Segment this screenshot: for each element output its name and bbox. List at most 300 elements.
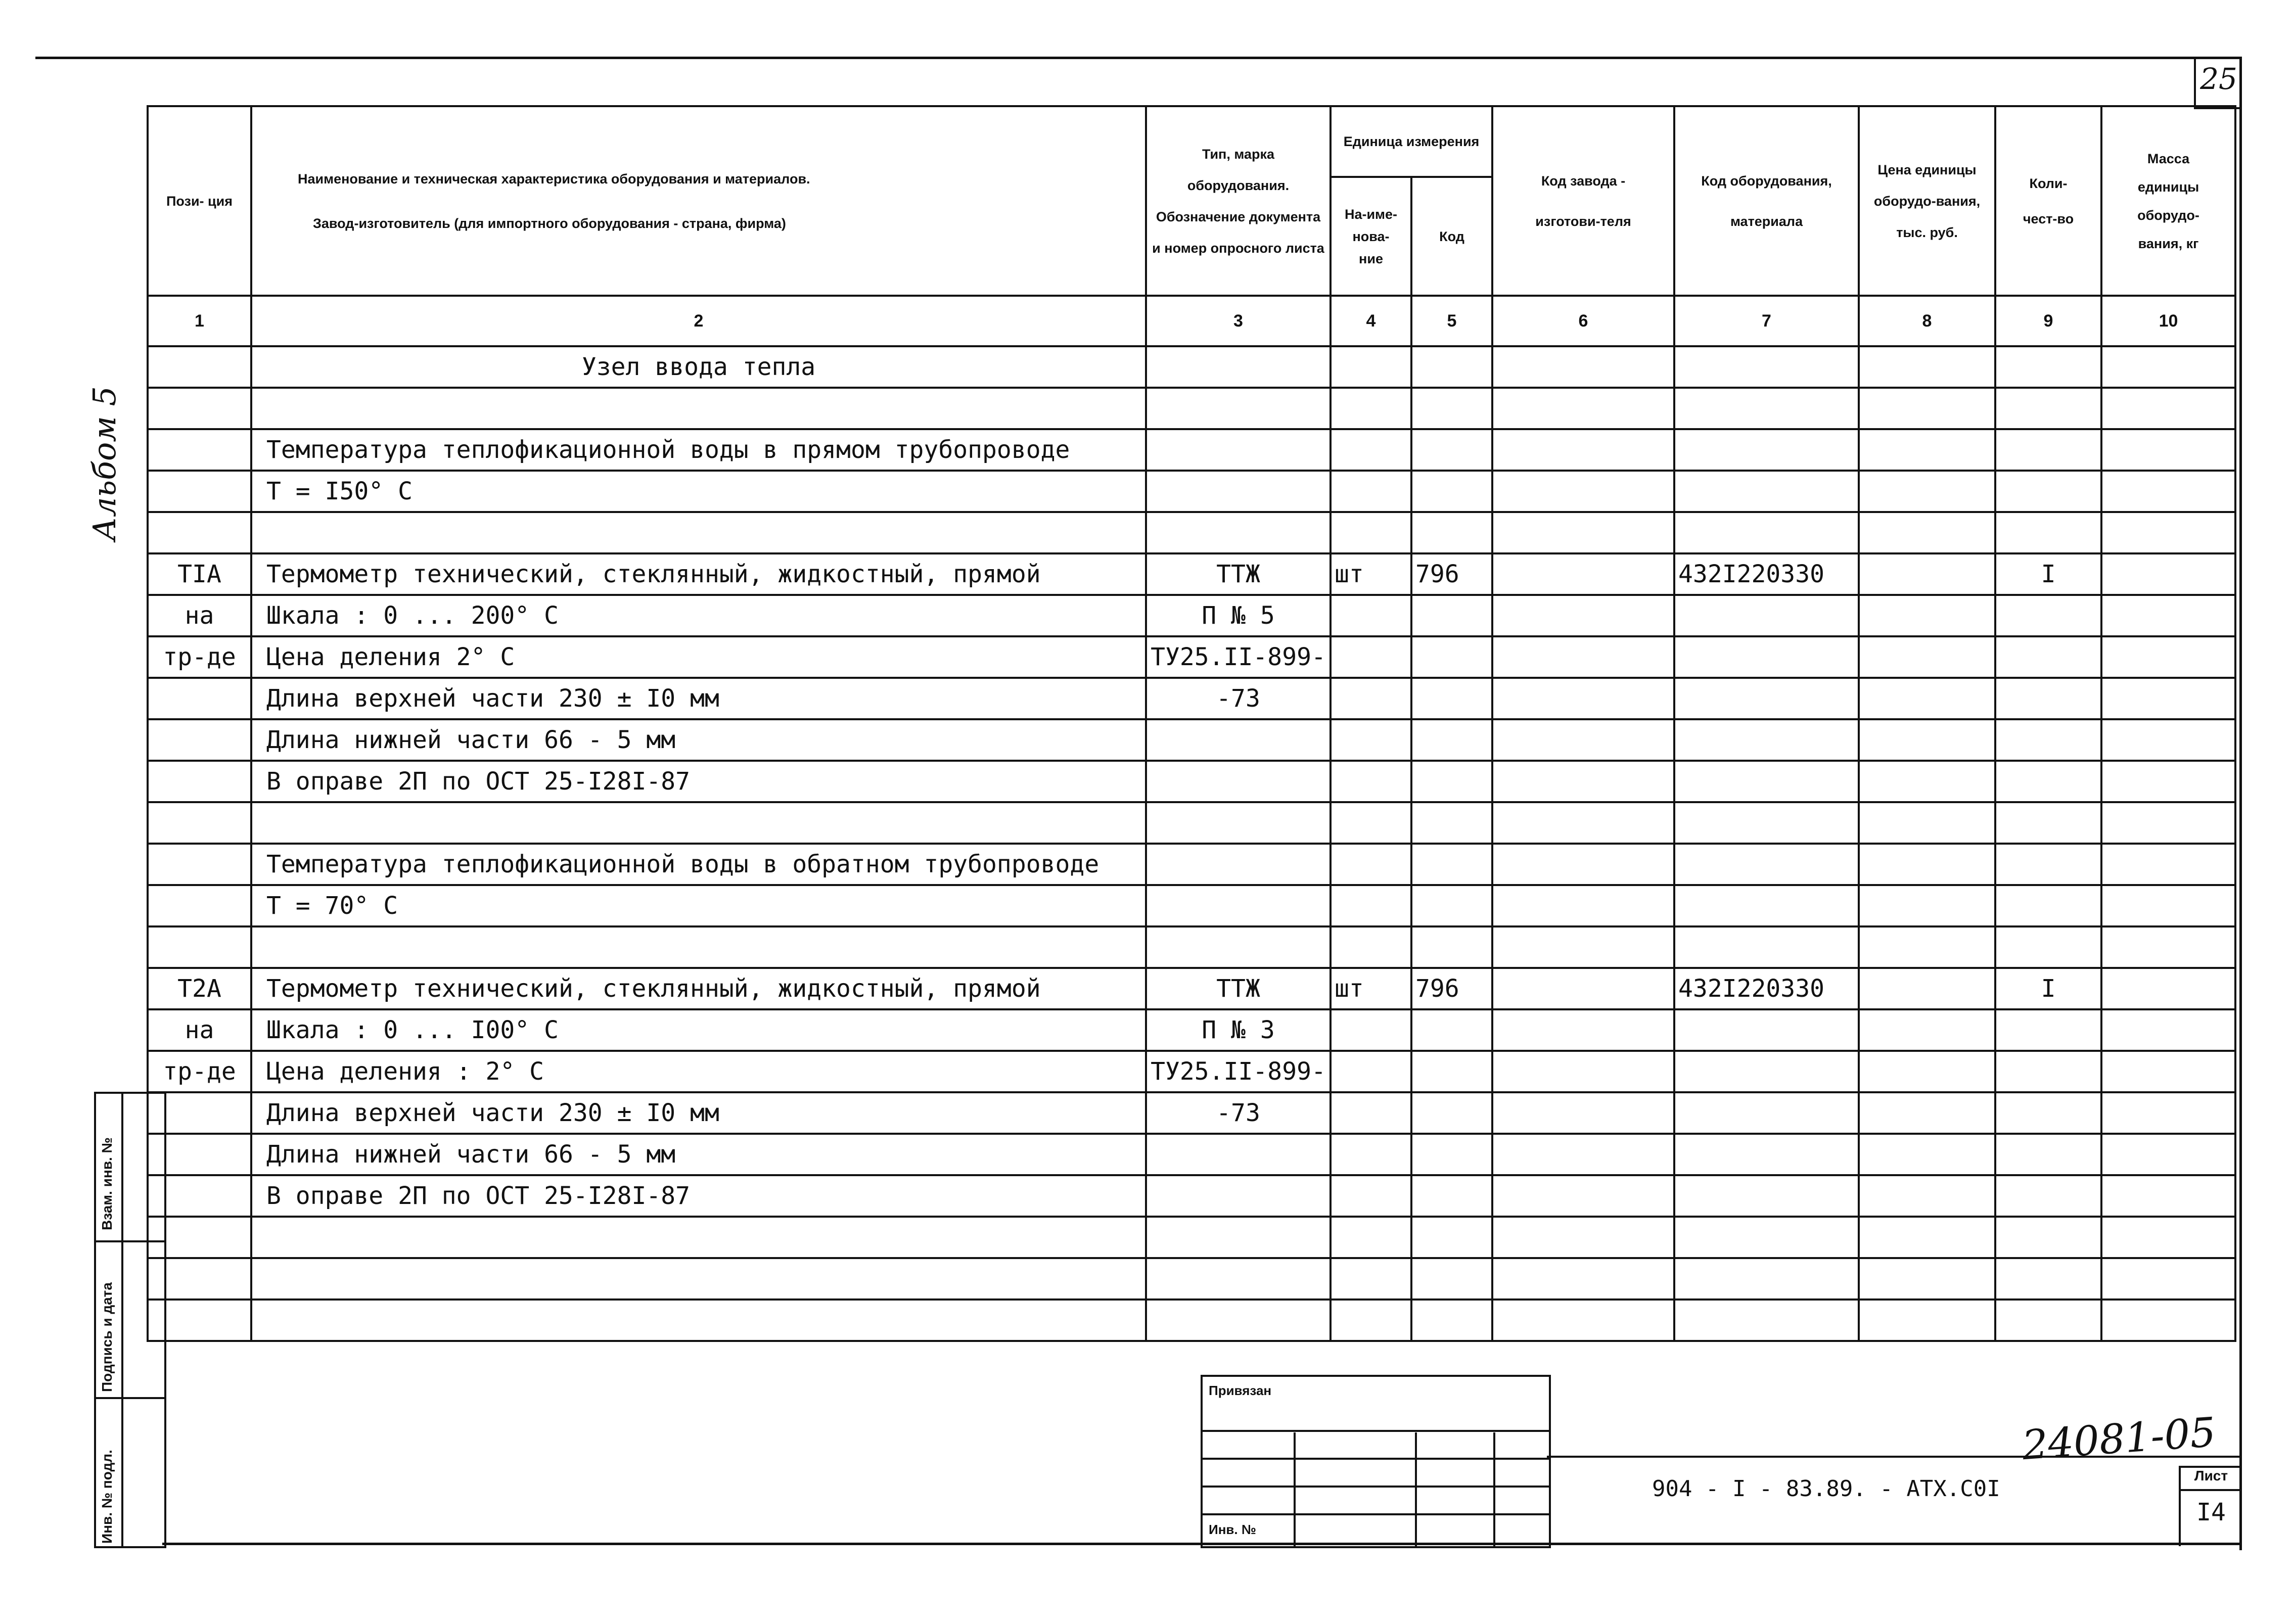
- cell-2: Шкала : 0 ... 200° C: [251, 595, 1146, 636]
- cell-5: [1411, 1051, 1492, 1092]
- cell-6: [1492, 346, 1674, 388]
- stamp-line: [1294, 1432, 1296, 1546]
- cell-9: [1995, 1092, 2101, 1134]
- cell-8: [1859, 1092, 1995, 1134]
- binding-stamp: [1201, 1375, 1551, 1548]
- cell-5: [1411, 719, 1492, 761]
- cell-6: [1492, 885, 1674, 926]
- cell-10: [2101, 1134, 2235, 1175]
- cell-4: [1331, 926, 1411, 968]
- cell-6: [1492, 512, 1674, 553]
- cell-4: [1331, 1051, 1411, 1092]
- cell-5: [1411, 1134, 1492, 1175]
- album-label: Альбом 5: [86, 386, 123, 541]
- cell-5: [1411, 388, 1492, 429]
- cell-10: [2101, 346, 2235, 388]
- col-num: 4: [1331, 296, 1411, 346]
- cell-2: Шкала : 0 ... I00° C: [251, 1009, 1146, 1051]
- table-row: [148, 885, 2235, 926]
- cell-5: 796: [1411, 553, 1492, 595]
- inventory-label: Инв. № подл.: [99, 1450, 115, 1544]
- header-name-line2: Завод-изготовитель (для импортного оборудования - страна, фирма): [313, 215, 786, 231]
- cell-2: [251, 512, 1146, 553]
- handwritten-number: 24081-05: [2021, 1408, 2218, 1469]
- header-unit-name: На-име-нова-ние: [1331, 177, 1411, 296]
- cell-10: [2101, 636, 2235, 678]
- side-stamp-divider: [96, 1240, 164, 1242]
- cell-6: [1492, 636, 1674, 678]
- cell-8: [1859, 1134, 1995, 1175]
- cell-5: [1411, 1258, 1492, 1300]
- cell-5: [1411, 346, 1492, 388]
- cell-2: Длина нижней части 66 - 5 мм: [251, 719, 1146, 761]
- signature-date-label: Подпись и дата: [99, 1282, 115, 1392]
- col-num: 3: [1146, 296, 1331, 346]
- cell-3: [1146, 1175, 1331, 1217]
- cell-7: [1674, 346, 1859, 388]
- sheet-divider: [2181, 1489, 2241, 1491]
- cell-3: [1146, 719, 1331, 761]
- cell-5: [1411, 512, 1492, 553]
- col-num: 6: [1492, 296, 1674, 346]
- cell-3: ТТЖ: [1146, 553, 1331, 595]
- cell-10: [2101, 885, 2235, 926]
- cell-2: Цена деления : 2° C: [251, 1051, 1146, 1092]
- cell-7: [1674, 761, 1859, 802]
- cell-1: тр-де: [148, 1051, 251, 1092]
- side-stamp: [94, 1092, 166, 1548]
- cell-8: [1859, 512, 1995, 553]
- cell-10: [2101, 802, 2235, 844]
- cell-6: [1492, 388, 1674, 429]
- table-row: [148, 1300, 2235, 1341]
- page-number: 25: [2200, 62, 2237, 96]
- cell-5: [1411, 926, 1492, 968]
- cell-8: [1859, 553, 1995, 595]
- col-num: 5: [1411, 296, 1492, 346]
- cell-7: [1674, 1134, 1859, 1175]
- table-row: [148, 1134, 2235, 1175]
- cell-6: [1492, 761, 1674, 802]
- cell-7: [1674, 388, 1859, 429]
- cell-7: [1674, 844, 1859, 885]
- cell-8: [1859, 885, 1995, 926]
- cell-5: [1411, 1175, 1492, 1217]
- side-stamp-divider: [121, 1094, 123, 1546]
- cell-2: Цена деления 2° C: [251, 636, 1146, 678]
- cell-10: [2101, 1175, 2235, 1217]
- cell-2: T = I50° C: [251, 471, 1146, 512]
- cell-8: [1859, 1217, 1995, 1258]
- cell-4: [1331, 1009, 1411, 1051]
- cell-5: [1411, 844, 1492, 885]
- cell-9: [1995, 844, 2101, 885]
- cell-7: [1674, 1300, 1859, 1341]
- cell-5: [1411, 885, 1492, 926]
- cell-1: [148, 512, 251, 553]
- col-num: 7: [1674, 296, 1859, 346]
- cell-6: [1492, 595, 1674, 636]
- cell-1: [148, 802, 251, 844]
- cell-1: TIA: [148, 553, 251, 595]
- cell-8: [1859, 471, 1995, 512]
- header-name-line1: Наименование и техническая характеристика оборудования и материалов.: [298, 171, 810, 187]
- cell-3: [1146, 471, 1331, 512]
- cell-3: [1146, 1217, 1331, 1258]
- cell-10: [2101, 926, 2235, 968]
- specification-table: [147, 105, 2236, 1342]
- cell-8: [1859, 968, 1995, 1009]
- header-name: [251, 106, 1146, 296]
- col-num: 1: [148, 296, 251, 346]
- cell-4: [1331, 844, 1411, 885]
- cell-1: [148, 761, 251, 802]
- table-row: [148, 678, 2235, 719]
- privyazan-label: Привязан: [1209, 1383, 1272, 1398]
- cell-6: [1492, 1092, 1674, 1134]
- cell-3: ТТЖ: [1146, 968, 1331, 1009]
- cell-3: [1146, 926, 1331, 968]
- cell-8: [1859, 595, 1995, 636]
- cell-8: [1859, 1051, 1995, 1092]
- table-row: [148, 844, 2235, 885]
- cell-7: [1674, 636, 1859, 678]
- cell-4: шт: [1331, 968, 1411, 1009]
- cell-4: [1331, 1258, 1411, 1300]
- cell-2: [251, 1258, 1146, 1300]
- header-unit-code: Код: [1411, 177, 1492, 296]
- cell-5: [1411, 761, 1492, 802]
- table-row: [148, 926, 2235, 968]
- cell-7: [1674, 802, 1859, 844]
- cell-9: [1995, 1009, 2101, 1051]
- cell-2: Длина нижней части 66 - 5 мм: [251, 1134, 1146, 1175]
- cell-10: [2101, 844, 2235, 885]
- cell-3: [1146, 844, 1331, 885]
- table-row: [148, 595, 2235, 636]
- cell-7: [1674, 1009, 1859, 1051]
- cell-9: [1995, 1175, 2101, 1217]
- header-position: Пози- ция: [148, 106, 251, 296]
- cell-1: [148, 388, 251, 429]
- table-row: [148, 636, 2235, 678]
- cell-4: [1331, 678, 1411, 719]
- cell-8: [1859, 719, 1995, 761]
- cell-2: Длина верхней части 230 ± I0 мм: [251, 678, 1146, 719]
- cell-4: [1331, 1300, 1411, 1341]
- cell-8: [1859, 1009, 1995, 1051]
- cell-4: [1331, 761, 1411, 802]
- cell-1: на: [148, 1009, 251, 1051]
- cell-8: [1859, 636, 1995, 678]
- header-equipment-code: Код оборудования, материала: [1674, 106, 1859, 296]
- stamp-line: [1493, 1432, 1495, 1546]
- table-row: [148, 1092, 2235, 1134]
- table-row: [148, 1217, 2235, 1258]
- cell-3: [1146, 388, 1331, 429]
- cell-10: [2101, 1258, 2235, 1300]
- cell-3: [1146, 885, 1331, 926]
- cell-5: [1411, 678, 1492, 719]
- cell-5: [1411, 595, 1492, 636]
- cell-2: [251, 1300, 1146, 1341]
- cell-1: [148, 885, 251, 926]
- cell-9: [1995, 761, 2101, 802]
- cell-8: [1859, 1258, 1995, 1300]
- cell-7: [1674, 926, 1859, 968]
- cell-9: [1995, 802, 2101, 844]
- cell-10: [2101, 719, 2235, 761]
- cell-6: [1492, 1009, 1674, 1051]
- cell-4: [1331, 346, 1411, 388]
- cell-1: тр-де: [148, 636, 251, 678]
- header-factory-code: Код завода - изготови-теля: [1492, 106, 1674, 296]
- stamp-line: [1203, 1430, 1549, 1432]
- cell-9: I: [1995, 968, 2101, 1009]
- cell-3: [1146, 512, 1331, 553]
- cell-9: [1995, 1217, 2101, 1258]
- cell-2: [251, 802, 1146, 844]
- cell-4: [1331, 471, 1411, 512]
- cell-1: [148, 678, 251, 719]
- cell-3: [1146, 1300, 1331, 1341]
- cell-6: [1492, 968, 1674, 1009]
- cell-9: [1995, 512, 2101, 553]
- cell-6: [1492, 1300, 1674, 1341]
- column-number-row: [148, 296, 2235, 346]
- side-stamp-divider: [96, 1397, 164, 1399]
- cell-4: [1331, 1175, 1411, 1217]
- cell-2: [251, 926, 1146, 968]
- cell-3: ТУ25.II-899-: [1146, 636, 1331, 678]
- cell-1: [148, 844, 251, 885]
- cell-2: T = 70° C: [251, 885, 1146, 926]
- cell-7: [1674, 1258, 1859, 1300]
- cell-6: [1492, 926, 1674, 968]
- cell-10: [2101, 388, 2235, 429]
- cell-4: [1331, 429, 1411, 471]
- table-row: [148, 1051, 2235, 1092]
- cell-7: 432I220330: [1674, 553, 1859, 595]
- cell-4: [1331, 1217, 1411, 1258]
- cell-7: [1674, 678, 1859, 719]
- cell-10: [2101, 1300, 2235, 1341]
- stamp-line: [1203, 1513, 1549, 1515]
- header-price: Цена единицы оборудо-вания, тыс. руб.: [1859, 106, 1995, 296]
- cell-8: [1859, 802, 1995, 844]
- cell-7: [1674, 885, 1859, 926]
- cell-2: Температура теплофикационной воды в обратном трубопроводе: [251, 844, 1146, 885]
- table-row: [148, 388, 2235, 429]
- cell-4: [1331, 512, 1411, 553]
- document-code: 904 - I - 83.89. - АТХ.С0I: [1652, 1476, 2000, 1502]
- cell-8: [1859, 1300, 1995, 1341]
- col-num: 10: [2101, 296, 2235, 346]
- cell-2: [251, 388, 1146, 429]
- cell-10: [2101, 1217, 2235, 1258]
- cell-1: T2A: [148, 968, 251, 1009]
- cell-10: [2101, 761, 2235, 802]
- cell-3: -73: [1146, 1092, 1331, 1134]
- cell-9: [1995, 1258, 2101, 1300]
- cell-10: [2101, 471, 2235, 512]
- cell-6: [1492, 1217, 1674, 1258]
- cell-3: [1146, 802, 1331, 844]
- sheet-box: [2179, 1466, 2241, 1546]
- cell-1: [148, 719, 251, 761]
- cell-6: [1492, 1134, 1674, 1175]
- page-number-box: [2194, 57, 2241, 109]
- cell-6: [1492, 429, 1674, 471]
- cell-5: [1411, 1217, 1492, 1258]
- cell-9: [1995, 1051, 2101, 1092]
- cell-9: [1995, 1300, 2101, 1341]
- cell-9: [1995, 595, 2101, 636]
- col-num: 8: [1859, 296, 1995, 346]
- table-row: [148, 429, 2235, 471]
- cell-1: [148, 429, 251, 471]
- header-type: Тип, марка оборудования. Обозначение документа и номер опросного листа: [1146, 106, 1331, 296]
- cell-8: [1859, 346, 1995, 388]
- cell-4: [1331, 636, 1411, 678]
- cell-8: [1859, 926, 1995, 968]
- table-row: [148, 761, 2235, 802]
- cell-5: [1411, 429, 1492, 471]
- cell-9: [1995, 926, 2101, 968]
- cell-8: [1859, 761, 1995, 802]
- table-row: [148, 553, 2235, 595]
- cell-3: [1146, 429, 1331, 471]
- cell-6: [1492, 719, 1674, 761]
- cell-7: [1674, 595, 1859, 636]
- cell-7: [1674, 512, 1859, 553]
- cell-1: [148, 926, 251, 968]
- cell-1: [148, 471, 251, 512]
- cell-9: [1995, 388, 2101, 429]
- cell-6: [1492, 471, 1674, 512]
- header-unit: Единица измерения: [1331, 106, 1492, 177]
- cell-6: [1492, 1175, 1674, 1217]
- cell-3: ТУ25.II-899-: [1146, 1051, 1331, 1092]
- cell-9: [1995, 636, 2101, 678]
- cell-4: [1331, 885, 1411, 926]
- cell-9: [1995, 429, 2101, 471]
- cell-9: [1995, 1134, 2101, 1175]
- sheet-number: I4: [2196, 1498, 2226, 1526]
- cell-8: [1859, 429, 1995, 471]
- cell-4: шт: [1331, 553, 1411, 595]
- cell-3: [1146, 1134, 1331, 1175]
- cell-2: Термометр технический, стеклянный, жидкостный, прямой: [251, 553, 1146, 595]
- cell-7: [1674, 1051, 1859, 1092]
- col-num: 9: [1995, 296, 2101, 346]
- cell-7: [1674, 471, 1859, 512]
- cell-7: 432I220330: [1674, 968, 1859, 1009]
- cell-10: [2101, 678, 2235, 719]
- cell-2: В оправе 2П по ОСТ 25-I28I-87: [251, 761, 1146, 802]
- stamp-line: [1203, 1458, 1549, 1460]
- stamp-line: [1415, 1432, 1417, 1546]
- table-row: [148, 802, 2235, 844]
- header-mass: Масса единицы оборудо-вания, кг: [2101, 106, 2235, 296]
- cell-8: [1859, 678, 1995, 719]
- cell-8: [1859, 388, 1995, 429]
- cell-7: [1674, 1217, 1859, 1258]
- cell-10: [2101, 595, 2235, 636]
- cell-10: [2101, 512, 2235, 553]
- cell-3: П № 3: [1146, 1009, 1331, 1051]
- cell-5: [1411, 636, 1492, 678]
- table-row: [148, 1009, 2235, 1051]
- cell-3: [1146, 1258, 1331, 1300]
- cell-5: [1411, 471, 1492, 512]
- cell-2: [251, 1217, 1146, 1258]
- cell-6: [1492, 844, 1674, 885]
- cell-9: [1995, 719, 2101, 761]
- cell-4: [1331, 1092, 1411, 1134]
- cell-3: -73: [1146, 678, 1331, 719]
- cell-2: Узел ввода тепла: [251, 346, 1146, 388]
- cell-5: [1411, 802, 1492, 844]
- cell-5: [1411, 1009, 1492, 1051]
- cell-6: [1492, 1051, 1674, 1092]
- cell-10: [2101, 553, 2235, 595]
- cell-9: [1995, 346, 2101, 388]
- cell-3: [1146, 346, 1331, 388]
- cell-1: [148, 346, 251, 388]
- sheet-label: Лист: [2194, 1468, 2228, 1483]
- cell-4: [1331, 719, 1411, 761]
- table-row: [148, 719, 2235, 761]
- cell-5: [1411, 1300, 1492, 1341]
- cell-9: [1995, 678, 2101, 719]
- table-row: [148, 471, 2235, 512]
- cell-8: [1859, 1175, 1995, 1217]
- table-row: [148, 968, 2235, 1009]
- cell-8: [1859, 844, 1995, 885]
- cell-2: В оправе 2П по ОСТ 25-I28I-87: [251, 1175, 1146, 1217]
- table-row: [148, 512, 2235, 553]
- cell-6: [1492, 553, 1674, 595]
- cell-5: 796: [1411, 968, 1492, 1009]
- cell-3: П № 5: [1146, 595, 1331, 636]
- cell-3: [1146, 761, 1331, 802]
- cell-10: [2101, 1092, 2235, 1134]
- inv-no-label: Инв. №: [1209, 1522, 1256, 1537]
- header-quantity: Коли-чест-во: [1995, 106, 2101, 296]
- cell-7: [1674, 1092, 1859, 1134]
- cell-2: Термометр технический, стеклянный, жидкостный, прямой: [251, 968, 1146, 1009]
- cell-10: [2101, 1009, 2235, 1051]
- col-num: 2: [251, 296, 1146, 346]
- cell-1: на: [148, 595, 251, 636]
- cell-6: [1492, 1258, 1674, 1300]
- cell-2: Длина верхней части 230 ± I0 мм: [251, 1092, 1146, 1134]
- cell-10: [2101, 968, 2235, 1009]
- cell-5: [1411, 1092, 1492, 1134]
- replace-inv-label: Взам. инв. №: [99, 1137, 115, 1230]
- stamp-line: [1203, 1486, 1549, 1488]
- cell-9: [1995, 885, 2101, 926]
- cell-4: [1331, 1134, 1411, 1175]
- cell-10: [2101, 1051, 2235, 1092]
- cell-4: [1331, 595, 1411, 636]
- cell-6: [1492, 678, 1674, 719]
- cell-4: [1331, 388, 1411, 429]
- cell-6: [1492, 802, 1674, 844]
- cell-7: [1674, 719, 1859, 761]
- table-row: [148, 346, 2235, 388]
